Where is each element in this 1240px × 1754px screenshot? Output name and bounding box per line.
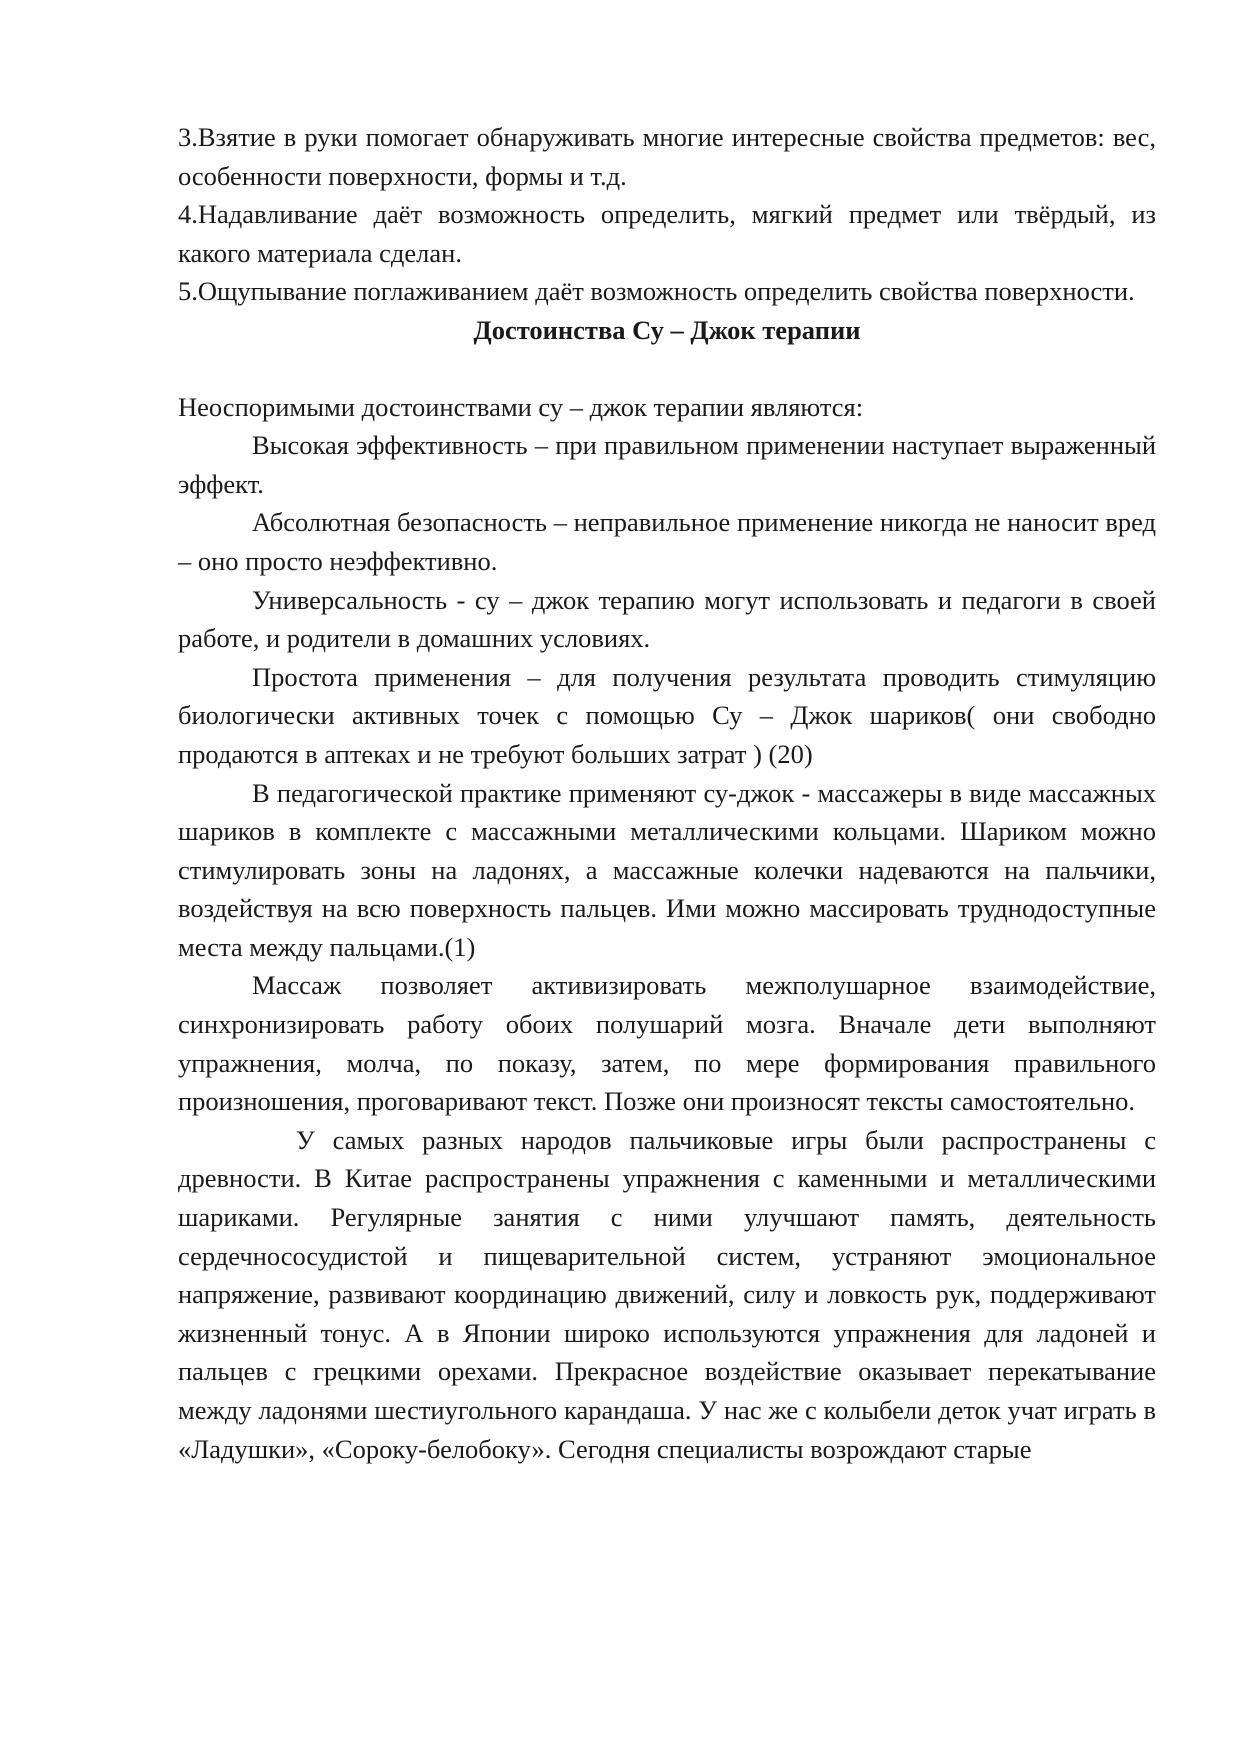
paragraph-pedagogical-practice: В педагогической практике применяют су-джок - массажеры в виде массажных шариков в комплекте с массажными металлическими кольцами. Шариком можно стимулировать зоны на ладонях, а массажные колечки надеваются на пальчики, воздействуя на всю поверхность пальцев. Ими можно массировать труднодоступные места между пальцами.(1) <box>178 777 1156 962</box>
list-item-pressing: 4.Надавливание даёт возможность определить, мягкий предмет или твёрдый, из какого материала сделан. <box>178 199 1156 268</box>
paragraph-effectiveness: Высокая эффективность – при правильном применении наступает выраженный эффект. <box>178 430 1156 499</box>
section-heading: Достоинства Су – Джок терапии <box>473 314 861 345</box>
paragraph-finger-games: У самых разных народов пальчиковые игры были распространены с древности. В Китае распространены упражнения с каменными и металлическими шариками. Регулярные занятия с ними улучшают память, деятельность сердечнососудистой и пищеварительной систем, устраняют эмоциональное напряжение, развивают координацию движений, силу и ловкость рук, поддерживают жизненный тонус. А в Японии широко используются упражнения для ладоней и пальцев с грецкими орехами. Прекрасное воздействие оказывает перекатывание между ладонями шестиугольного карандаша. У нас же с колыбели деток учат играть в «Ладушки», «Сороку-белобоку». Сегодня специалисты возрождают старые <box>178 1124 1156 1464</box>
paragraph-simplicity: Простота применения – для получения результата проводить стимуляцию биологически активных точек с помощью Су – Джок шариков( они свободно продаются в аптеках и не требуют больших затрат ) (20) <box>178 661 1156 769</box>
paragraph-safety: Абсолютная безопасность – неправильное применение никогда не наносит вред – оно просто неэффективно. <box>178 507 1156 576</box>
list-item-grasping: 3.Взятие в руки помогает обнаруживать многие интересные свойства предметов: вес, особенности поверхности, формы и т.д. <box>178 122 1156 191</box>
document-body <box>178 118 1156 1468</box>
paragraph-massage: Массаж позволяет активизировать межполушарное взаимодействие, синхронизировать работу обоих полушарий мозга. Вначале дети выполняют упражнения, молча, по показу, затем, по мере формирования правильного произношения, проговаривают текст. Позже они произносят тексты самостоятельно. <box>178 970 1156 1117</box>
lead-paragraph: Неоспоримыми достоинствами су – джок терапии являются: <box>178 391 864 422</box>
list-item-stroking: 5.Ощупывание поглаживанием даёт возможность определить свойства поверхности. <box>178 276 1135 307</box>
paragraph-universality: Универсальность - су – джок терапию могут использовать и педагоги в своей работе, и родители в домашних условиях. <box>178 584 1156 654</box>
